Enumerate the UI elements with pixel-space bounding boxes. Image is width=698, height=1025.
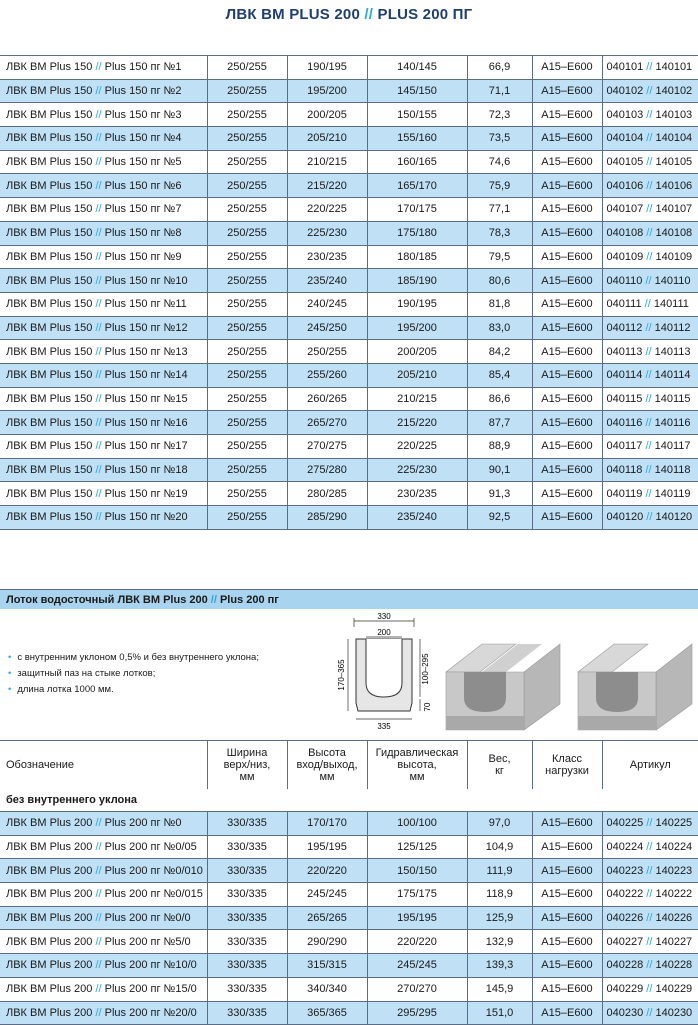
cell-hydraulic: 185/190	[367, 269, 467, 293]
cell-hydraulic: 220/220	[367, 930, 467, 954]
cell-name: ЛВК BM Plus 150 // Plus 150 пг №8	[0, 221, 207, 245]
cell-weight: 132,9	[467, 930, 532, 954]
cell-height: 225/230	[287, 221, 367, 245]
cell-width: 250/255	[207, 79, 287, 103]
cell-article: 040111 // 140111	[602, 292, 698, 316]
cell-hydraulic: 165/170	[367, 174, 467, 198]
cell-name: ЛВК BM Plus 200 // Plus 200 пг №10/0	[0, 954, 207, 978]
cell-load-class: A15–E600	[532, 859, 602, 883]
cell-weight: 87,7	[467, 411, 532, 435]
cell-width: 330/335	[207, 954, 287, 978]
cell-load-class: A15–E600	[532, 835, 602, 859]
table-row	[0, 150, 698, 174]
cell-name: ЛВК BM Plus 150 // Plus 150 пг №12	[0, 316, 207, 340]
cell-name: ЛВК BM Plus 150 // Plus 150 пг №11	[0, 292, 207, 316]
cell-height: 260/265	[287, 387, 367, 411]
cell-height: 280/285	[287, 482, 367, 506]
table-row	[0, 506, 698, 530]
cell-width: 250/255	[207, 458, 287, 482]
cell-load-class: A15–E600	[532, 812, 602, 836]
cell-load-class: A15–E600	[532, 103, 602, 127]
cell-load-class: A15–E600	[532, 482, 602, 506]
cell-article: 040114 // 140114	[602, 363, 698, 387]
cell-width: 250/255	[207, 103, 287, 127]
cell-weight: 125,9	[467, 906, 532, 930]
cell-weight: 97,0	[467, 812, 532, 836]
cell-load-class: A15–E600	[532, 1001, 602, 1025]
cell-hydraulic: 230/235	[367, 482, 467, 506]
cell-width: 330/335	[207, 930, 287, 954]
cell-height: 245/245	[287, 883, 367, 907]
cell-hydraulic: 295/295	[367, 1001, 467, 1025]
cell-hydraulic: 220/225	[367, 435, 467, 459]
cell-height: 315/315	[287, 954, 367, 978]
cell-hydraulic: 160/165	[367, 150, 467, 174]
cell-weight: 145,9	[467, 977, 532, 1001]
cell-width: 250/255	[207, 387, 287, 411]
cell-width: 250/255	[207, 269, 287, 293]
feature-item: • длина лотка 1000 мм.	[8, 684, 114, 695]
table-row	[0, 127, 698, 151]
cell-article: 040109 // 140109	[602, 245, 698, 269]
cell-load-class: A15–E600	[532, 198, 602, 222]
table-row	[0, 458, 698, 482]
cell-height: 230/235	[287, 245, 367, 269]
cell-name: ЛВК BM Plus 150 // Plus 150 пг №15	[0, 387, 207, 411]
cell-load-class: A15–E600	[532, 269, 602, 293]
cell-load-class: A15–E600	[532, 387, 602, 411]
cell-width: 250/255	[207, 363, 287, 387]
cell-article: 040113 // 140113	[602, 340, 698, 364]
cell-width: 250/255	[207, 292, 287, 316]
cell-name: ЛВК BM Plus 200 // Plus 200 пг №0/05	[0, 835, 207, 859]
dim-bottom-thickness: 70	[423, 702, 432, 712]
spec-table-plus150	[0, 55, 698, 530]
channel-cross-section-drawing	[328, 611, 440, 733]
cell-width: 330/335	[207, 906, 287, 930]
cell-weight: 74,6	[467, 150, 532, 174]
cell-width: 250/255	[207, 482, 287, 506]
table-row	[0, 269, 698, 293]
header-load-class: Класс нагрузки	[532, 741, 602, 790]
cell-article: 040224 // 140224	[602, 835, 698, 859]
cell-load-class: A15–E600	[532, 316, 602, 340]
cell-weight: 90,1	[467, 458, 532, 482]
cell-width: 250/255	[207, 316, 287, 340]
cell-hydraulic: 200/205	[367, 340, 467, 364]
table-row	[0, 859, 698, 883]
cell-hydraulic: 140/145	[367, 56, 467, 80]
header-name: Обозначение	[0, 741, 207, 790]
cell-height: 265/270	[287, 411, 367, 435]
cell-name: ЛВК BM Plus 150 // Plus 150 пг №10	[0, 269, 207, 293]
cell-name: ЛВК BM Plus 200 // Plus 200 пг №0	[0, 812, 207, 836]
cell-load-class: A15–E600	[532, 435, 602, 459]
table-row	[0, 198, 698, 222]
cell-width: 330/335	[207, 812, 287, 836]
table-row	[0, 245, 698, 269]
cell-weight: 88,9	[467, 435, 532, 459]
cell-hydraulic: 195/195	[367, 906, 467, 930]
cell-article: 040106 // 140106	[602, 174, 698, 198]
table-row	[0, 482, 698, 506]
cell-load-class: A15–E600	[532, 79, 602, 103]
cell-article: 040227 // 140227	[602, 930, 698, 954]
cell-width: 330/335	[207, 835, 287, 859]
cell-article: 040222 // 140222	[602, 883, 698, 907]
cell-height: 215/220	[287, 174, 367, 198]
table-row	[0, 56, 698, 80]
cell-width: 330/335	[207, 883, 287, 907]
cell-weight: 86,6	[467, 387, 532, 411]
cell-article: 040223 // 140223	[602, 859, 698, 883]
cell-weight: 72,3	[467, 103, 532, 127]
cell-hydraulic: 195/200	[367, 316, 467, 340]
cell-weight: 78,3	[467, 221, 532, 245]
dim-left-height: 170–365	[337, 659, 346, 691]
cell-height: 290/290	[287, 930, 367, 954]
cell-height: 170/170	[287, 812, 367, 836]
cell-article: 040115 // 140115	[602, 387, 698, 411]
table-row	[0, 79, 698, 103]
cell-width: 250/255	[207, 245, 287, 269]
cell-hydraulic: 190/195	[367, 292, 467, 316]
table-row	[0, 812, 698, 836]
table-row	[0, 221, 698, 245]
cell-hydraulic: 210/215	[367, 387, 467, 411]
cell-width: 250/255	[207, 174, 287, 198]
cell-weight: 66,9	[467, 56, 532, 80]
section-header-bar: Лоток водосточный ЛВК BM Plus 200 // Plus 200 пг	[0, 589, 698, 609]
table-row	[0, 954, 698, 978]
cell-name: ЛВК BM Plus 150 // Plus 150 пг №17	[0, 435, 207, 459]
cell-width: 250/255	[207, 150, 287, 174]
cell-height: 235/240	[287, 269, 367, 293]
cell-name: ЛВК BM Plus 200 // Plus 200 пг №0/0	[0, 906, 207, 930]
cell-name: ЛВК BM Plus 150 // Plus 150 пг №20	[0, 506, 207, 530]
feature-item: • защитный паз на стыке лотков;	[8, 668, 156, 679]
table-row	[0, 930, 698, 954]
cell-height: 270/275	[287, 435, 367, 459]
cell-load-class: A15–E600	[532, 340, 602, 364]
title-tail: PLUS 200 ПГ	[377, 6, 473, 23]
cell-load-class: A15–E600	[532, 954, 602, 978]
table-row	[0, 435, 698, 459]
cell-load-class: A15–E600	[532, 506, 602, 530]
table-row	[0, 340, 698, 364]
cell-article: 040105 // 140105	[602, 150, 698, 174]
cell-weight: 151,0	[467, 1001, 532, 1025]
cell-load-class: A15–E600	[532, 458, 602, 482]
cell-weight: 118,9	[467, 883, 532, 907]
cell-name: ЛВК BM Plus 150 // Plus 150 пг №16	[0, 411, 207, 435]
cell-weight: 81,8	[467, 292, 532, 316]
cell-article: 040116 // 140116	[602, 411, 698, 435]
cell-weight: 111,9	[467, 859, 532, 883]
title-main: ЛВК BM PLUS 200	[225, 6, 360, 23]
cell-load-class: A15–E600	[532, 221, 602, 245]
cell-load-class: A15–E600	[532, 56, 602, 80]
cell-article: 040107 // 140107	[602, 198, 698, 222]
cell-weight: 75,9	[467, 174, 532, 198]
cell-hydraulic: 245/245	[367, 954, 467, 978]
cell-width: 250/255	[207, 411, 287, 435]
cell-article: 040112 // 140112	[602, 316, 698, 340]
cell-name: ЛВК BM Plus 200 // Plus 200 пг №0/010	[0, 859, 207, 883]
cell-height: 220/220	[287, 859, 367, 883]
channel-render-image-variant	[574, 632, 696, 732]
table-row	[0, 977, 698, 1001]
cell-load-class: A15–E600	[532, 883, 602, 907]
dim-bottom-width: 335	[377, 722, 391, 731]
cell-name: ЛВК BM Plus 150 // Plus 150 пг №18	[0, 458, 207, 482]
cell-hydraulic: 205/210	[367, 363, 467, 387]
cell-height: 250/255	[287, 340, 367, 364]
cell-name: ЛВК BM Plus 150 // Plus 150 пг №2	[0, 79, 207, 103]
cell-width: 250/255	[207, 340, 287, 364]
cell-hydraulic: 145/150	[367, 79, 467, 103]
header-height: Высота вход/выход, мм	[287, 741, 367, 790]
cell-height: 365/365	[287, 1001, 367, 1025]
cell-hydraulic: 150/155	[367, 103, 467, 127]
dim-top-inner: 200	[377, 628, 391, 637]
cell-weight: 104,9	[467, 835, 532, 859]
table-row	[0, 883, 698, 907]
cell-hydraulic: 175/175	[367, 883, 467, 907]
table-row	[0, 363, 698, 387]
cell-weight: 80,6	[467, 269, 532, 293]
cell-load-class: A15–E600	[532, 174, 602, 198]
table-row	[0, 292, 698, 316]
section-title-variant: Plus 200 пг	[219, 594, 279, 606]
feature-list	[8, 650, 259, 698]
cell-weight: 83,0	[467, 316, 532, 340]
cell-hydraulic: 125/125	[367, 835, 467, 859]
table-row	[0, 1001, 698, 1025]
cell-load-class: A15–E600	[532, 363, 602, 387]
cell-height: 190/195	[287, 56, 367, 80]
table-row	[0, 316, 698, 340]
table-row	[0, 411, 698, 435]
cell-article: 040104 // 140104	[602, 127, 698, 151]
cell-article: 040110 // 140110	[602, 269, 698, 293]
header-width: Ширина верх/низ, мм	[207, 741, 287, 790]
dim-top-outer: 330	[377, 612, 391, 621]
cell-load-class: A15–E600	[532, 906, 602, 930]
cell-name: ЛВК BM Plus 150 // Plus 150 пг №3	[0, 103, 207, 127]
cell-article: 040101 // 140101	[602, 56, 698, 80]
header-hydraulic: Гидравлическая высота, мм	[367, 741, 467, 790]
table-row	[0, 103, 698, 127]
cell-height: 195/200	[287, 79, 367, 103]
cell-weight: 91,3	[467, 482, 532, 506]
section-title: Лоток водосточный ЛВК BM Plus 200	[6, 594, 208, 606]
cell-name: ЛВК BM Plus 200 // Plus 200 пг №5/0	[0, 930, 207, 954]
cell-width: 330/335	[207, 1001, 287, 1025]
cell-height: 285/290	[287, 506, 367, 530]
cell-weight: 73,5	[467, 127, 532, 151]
cell-height: 240/245	[287, 292, 367, 316]
cell-width: 250/255	[207, 127, 287, 151]
cell-height: 340/340	[287, 977, 367, 1001]
cell-name: ЛВК BM Plus 150 // Plus 150 пг №4	[0, 127, 207, 151]
cell-height: 275/280	[287, 458, 367, 482]
cell-article: 040229 // 140229	[602, 977, 698, 1001]
cell-name: ЛВК BM Plus 150 // Plus 150 пг №9	[0, 245, 207, 269]
cell-name: ЛВК BM Plus 150 // Plus 150 пг №6	[0, 174, 207, 198]
cell-width: 250/255	[207, 221, 287, 245]
cell-article: 040119 // 140119	[602, 482, 698, 506]
cell-load-class: A15–E600	[532, 150, 602, 174]
cell-height: 200/205	[287, 103, 367, 127]
cell-hydraulic: 235/240	[367, 506, 467, 530]
cell-hydraulic: 225/230	[367, 458, 467, 482]
channel-render-image	[442, 632, 564, 732]
table-row	[0, 906, 698, 930]
cell-hydraulic: 155/160	[367, 127, 467, 151]
feature-item: • с внутренним уклоном 0,5% и без внутреннего уклона;	[8, 652, 259, 663]
cell-weight: 139,3	[467, 954, 532, 978]
cell-name: ЛВК BM Plus 200 // Plus 200 пг №0/015	[0, 883, 207, 907]
cell-load-class: A15–E600	[532, 245, 602, 269]
cell-weight: 79,5	[467, 245, 532, 269]
table-row	[0, 174, 698, 198]
cell-hydraulic: 150/150	[367, 859, 467, 883]
cell-weight: 77,1	[467, 198, 532, 222]
cell-name: ЛВК BM Plus 150 // Plus 150 пг №1	[0, 56, 207, 80]
cell-height: 220/225	[287, 198, 367, 222]
cell-name: ЛВК BM Plus 150 // Plus 150 пг №13	[0, 340, 207, 364]
table-row	[0, 387, 698, 411]
cell-weight: 71,1	[467, 79, 532, 103]
cell-width: 330/335	[207, 859, 287, 883]
cell-article: 040230 // 140230	[602, 1001, 698, 1025]
header-article: Артикул	[602, 741, 698, 790]
dim-right-height: 100–295	[421, 653, 430, 685]
cell-hydraulic: 175/180	[367, 221, 467, 245]
cell-height: 255/260	[287, 363, 367, 387]
cell-article: 040225 // 140225	[602, 812, 698, 836]
cell-name: ЛВК BM Plus 200 // Plus 200 пг №15/0	[0, 977, 207, 1001]
cell-name: ЛВК BM Plus 150 // Plus 150 пг №7	[0, 198, 207, 222]
cell-load-class: A15–E600	[532, 292, 602, 316]
cell-hydraulic: 100/100	[367, 812, 467, 836]
header-weight: Вес, кг	[467, 741, 532, 790]
cell-hydraulic: 215/220	[367, 411, 467, 435]
cell-width: 250/255	[207, 198, 287, 222]
page-title	[0, 6, 698, 23]
cell-article: 040102 // 140102	[602, 79, 698, 103]
cell-width: 250/255	[207, 56, 287, 80]
cell-article: 040226 // 140226	[602, 906, 698, 930]
cell-article: 040103 // 140103	[602, 103, 698, 127]
cell-hydraulic: 270/270	[367, 977, 467, 1001]
cell-name: ЛВК BM Plus 150 // Plus 150 пг №19	[0, 482, 207, 506]
cell-load-class: A15–E600	[532, 127, 602, 151]
table-row	[0, 835, 698, 859]
cell-height: 245/250	[287, 316, 367, 340]
cell-weight: 85,4	[467, 363, 532, 387]
title-separator: //	[364, 6, 374, 23]
cell-width: 250/255	[207, 506, 287, 530]
cell-width: 250/255	[207, 435, 287, 459]
cell-height: 195/195	[287, 835, 367, 859]
cell-height: 265/265	[287, 906, 367, 930]
cell-weight: 84,2	[467, 340, 532, 364]
cell-hydraulic: 180/185	[367, 245, 467, 269]
subsection-heading: без внутреннего уклона	[6, 794, 138, 806]
cell-article: 040120 // 140120	[602, 506, 698, 530]
cell-load-class: A15–E600	[532, 930, 602, 954]
cell-hydraulic: 170/175	[367, 198, 467, 222]
cell-height: 210/215	[287, 150, 367, 174]
spec-table-plus200	[0, 811, 698, 1025]
cell-article: 040108 // 140108	[602, 221, 698, 245]
cell-load-class: A15–E600	[532, 411, 602, 435]
cell-name: ЛВК BM Plus 150 // Plus 150 пг №5	[0, 150, 207, 174]
cell-name: ЛВК BM Plus 200 // Plus 200 пг №20/0	[0, 1001, 207, 1025]
cell-width: 330/335	[207, 977, 287, 1001]
cell-article: 040117 // 140117	[602, 435, 698, 459]
cell-height: 205/210	[287, 127, 367, 151]
cell-article: 040228 // 140228	[602, 954, 698, 978]
cell-name: ЛВК BM Plus 150 // Plus 150 пг №14	[0, 363, 207, 387]
column-headers	[0, 740, 698, 789]
cell-load-class: A15–E600	[532, 977, 602, 1001]
cell-article: 040118 // 140118	[602, 458, 698, 482]
cell-weight: 92,5	[467, 506, 532, 530]
